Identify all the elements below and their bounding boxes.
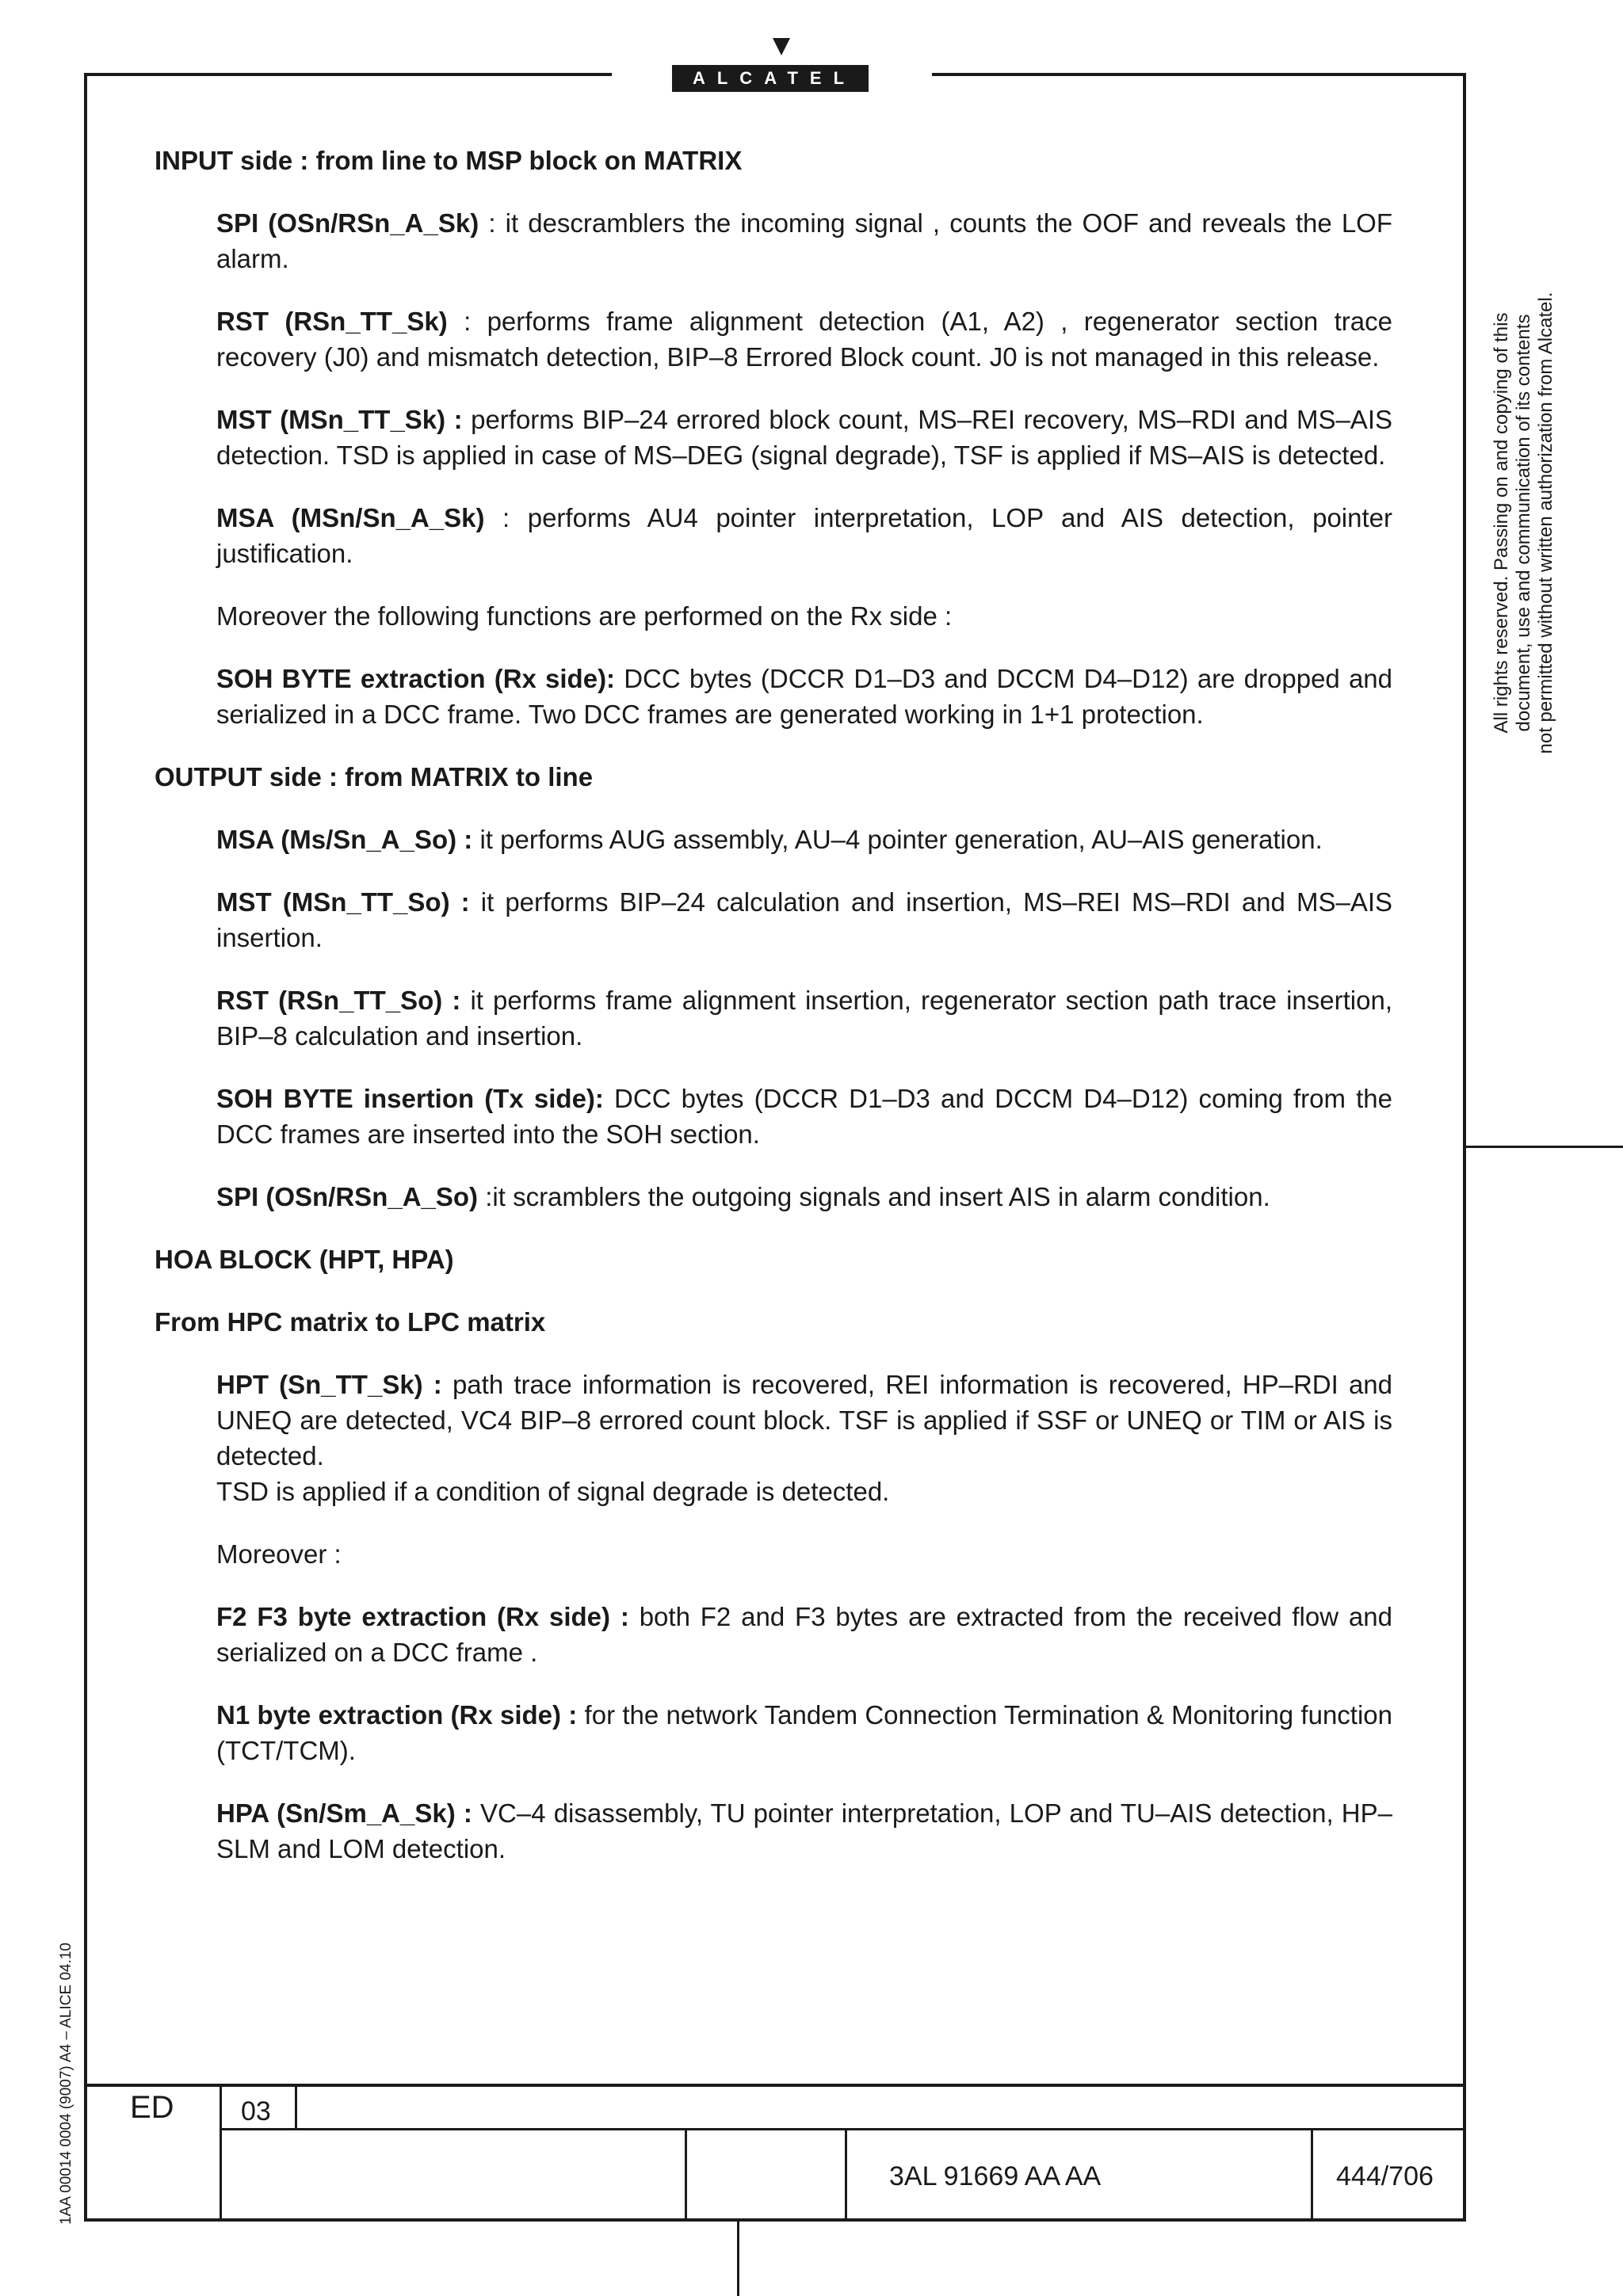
- edition-value: 03: [241, 2096, 271, 2126]
- description: : performs frame alignment detection (A1, A2) , regenerator section trace recovery (J0) and mismatch detection, BIP–8 Errored Block count. J0 is not managed in this release.: [216, 307, 1392, 372]
- logo-arrow-icon: [773, 38, 790, 55]
- description: both F2 and F3 bytes are extracted from the received flow and serialized on a DCC frame .: [216, 1602, 1392, 1667]
- term: HPT (Sn_TT_Sk) :: [216, 1370, 442, 1399]
- paragraph-hpt-sk: [216, 1367, 1392, 1509]
- description: : performs AU4 pointer interpretation, LOP and AIS detection, pointer justification.: [216, 503, 1393, 568]
- description: it performs BIP–24 calculation and insertion, MS–REI MS–RDI and MS–AIS insertion.: [216, 887, 1393, 952]
- description: DCC bytes (DCCR D1–D3 and DCCM D4–D12) are dropped and serialized in a DCC frame. Two DCC frames are generated working in 1+1 protection.: [216, 664, 1393, 729]
- paragraph-rst-so: [216, 982, 1392, 1054]
- frame-right-tick: [1463, 1146, 1623, 1148]
- term: SPI (OSn/RSn_A_Sk): [216, 208, 479, 238]
- term: N1 byte extraction (Rx side) :: [216, 1700, 578, 1730]
- form-code: 1AA 00014 0004 (9007) A4 – ALICE 04.10: [58, 1942, 74, 2225]
- paragraph-soh-insertion: [216, 1081, 1392, 1152]
- frame-top-left: [84, 73, 612, 76]
- term: HPA (Sn/Sm_A_Sk) :: [216, 1798, 472, 1828]
- paragraph-f2f3-extraction: [216, 1599, 1392, 1670]
- paragraph-mst-so: [216, 884, 1392, 955]
- term: MST (MSn_TT_Sk) :: [216, 405, 463, 434]
- paragraph-moreover: Moreover :: [216, 1539, 342, 1569]
- heading-hpc-to-lpc: From HPC matrix to LPC matrix: [155, 1307, 546, 1337]
- paragraph-msa-sk: [216, 500, 1392, 571]
- heading-output-side: OUTPUT side : from MATRIX to line: [155, 762, 594, 791]
- paragraph-moreover-rx: Moreover the following functions are performed on the Rx side :: [216, 601, 953, 631]
- paragraph-soh-extraction: [216, 661, 1392, 732]
- term: SPI (OSn/RSn_A_So): [216, 1182, 479, 1211]
- document-code: 3AL 91669 AA AA: [889, 2161, 1102, 2191]
- description: DCC bytes (DCCR D1–D3 and DCCM D4–D12) coming from the DCC frames are inserted into the SOH section.: [216, 1084, 1393, 1149]
- frame-top-right: [932, 73, 1466, 76]
- rights-notice: [1491, 292, 1557, 754]
- paragraph-n1-extraction: [216, 1697, 1392, 1768]
- frame-left: [84, 73, 87, 2222]
- paragraph-mst-sk: [216, 402, 1392, 473]
- term: MSA (Ms/Sn_A_So) :: [216, 825, 473, 854]
- term: MSA (MSn/Sn_A_Sk): [216, 503, 485, 532]
- term: SOH BYTE insertion (Tx side):: [216, 1084, 604, 1113]
- document-body: [155, 143, 1392, 1894]
- description: for the network Tandem Connection Termination & Monitoring function (TCT/TCM).: [216, 1700, 1393, 1765]
- description: VC–4 disassembly, TU pointer interpretation, LOP and TU–AIS detection, HP–SLM and LOM detection.: [216, 1798, 1392, 1863]
- paragraph-spi-sk: [216, 205, 1392, 277]
- footer-divider-3: [685, 2128, 687, 2222]
- description: performs BIP–24 errored block count, MS–REI recovery, MS–RDI and MS–AIS detection. TSD is applied in case of MS–DEG (signal degrade), TSF is applied if MS–AIS is detected.: [216, 405, 1392, 470]
- paragraph-msa-so: [216, 822, 1392, 857]
- term: RST (RSn_TT_So) :: [216, 986, 461, 1015]
- description: : it descramblers the incoming signal , counts the OOF and reveals the LOF alarm.: [216, 208, 1392, 273]
- rights-line-3: not permitted without written authorization from Alcatel.: [1535, 292, 1556, 754]
- edition-label: ED: [130, 2090, 174, 2125]
- footer-divider-1: [220, 2084, 222, 2222]
- alcatel-logo: [672, 35, 910, 95]
- term: F2 F3 byte extraction (Rx side) :: [216, 1602, 629, 1631]
- paragraph-hpa-sk: [216, 1795, 1392, 1867]
- footer-stem: [737, 2218, 739, 2296]
- footer-divider-4: [845, 2128, 847, 2222]
- term: SOH BYTE extraction (Rx side):: [216, 664, 616, 693]
- description: it performs AUG assembly, AU–4 pointer generation, AU–AIS generation.: [472, 825, 1323, 854]
- paragraph-rst-sk: [216, 303, 1392, 375]
- footer-top-rule: [84, 2084, 1466, 2087]
- term: RST (RSn_TT_Sk): [216, 307, 448, 336]
- logo-text: ALCATEL: [672, 65, 869, 92]
- footer-divider-5: [1311, 2128, 1313, 2222]
- heading-hoa-block: HOA BLOCK (HPT, HPA): [155, 1245, 454, 1274]
- page-number: 444/706: [1336, 2161, 1434, 2191]
- rights-line-1: All rights reserved. Passing on and copying of this: [1491, 312, 1512, 734]
- paragraph-spi-so: [216, 1179, 1392, 1215]
- footer-bottom-rule: [84, 2218, 1466, 2222]
- rights-line-2: document, use and communication of its contents: [1513, 314, 1534, 732]
- footer-mid-rule: [220, 2128, 1466, 2130]
- footer-divider-2: [295, 2085, 297, 2130]
- description: path trace information is recovered, REI information is recovered, HP–RDI and UNEQ are detected, VC4 BIP–8 errored count block. TSF is applied if SSF or UNEQ or TIM or AIS is detected.: [216, 1370, 1393, 1470]
- description-line-2: TSD is applied if a condition of signal degrade is detected.: [216, 1477, 890, 1506]
- description: it performs frame alignment insertion, regenerator section path trace insertion, BIP–8 calculation and insertion.: [216, 986, 1392, 1051]
- description: :it scramblers the outgoing signals and insert AIS in alarm condition.: [478, 1182, 1270, 1211]
- term: MST (MSn_TT_So) :: [216, 887, 470, 917]
- heading-input-side: INPUT side : from line to MSP block on MATRIX: [155, 146, 743, 175]
